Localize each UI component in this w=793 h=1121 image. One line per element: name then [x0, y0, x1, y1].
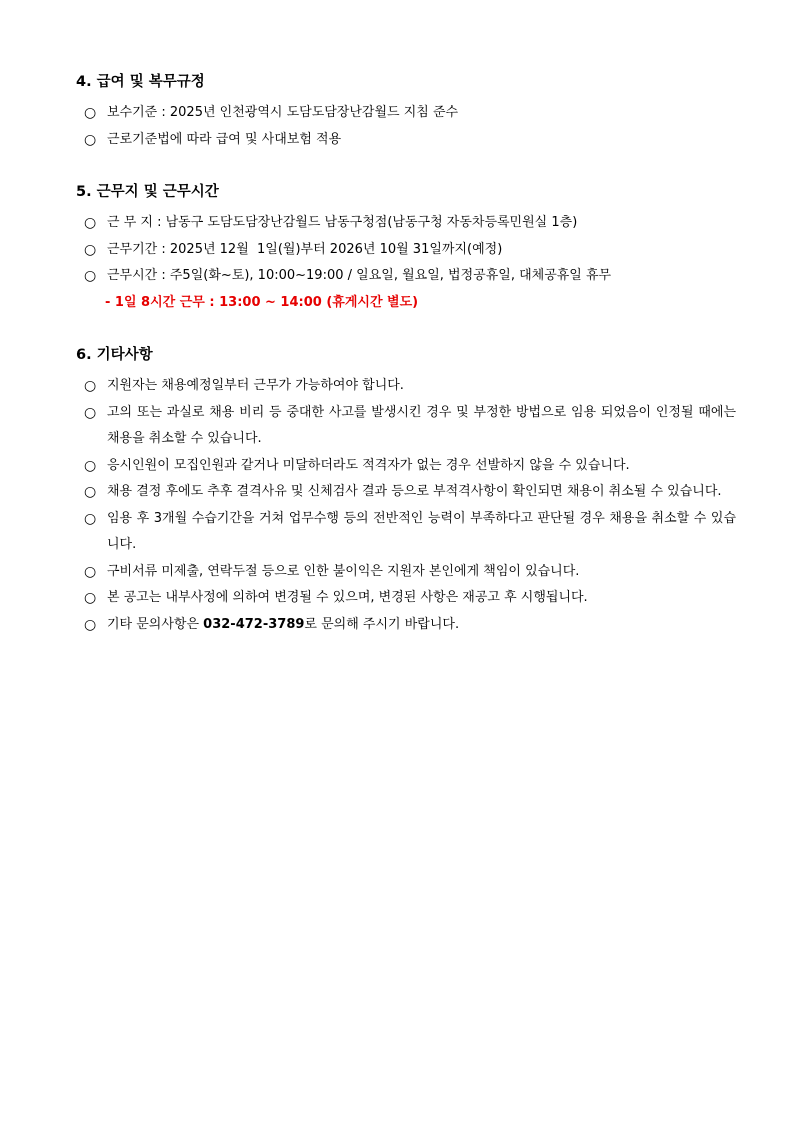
item-text: 근무시간 : 주5일(화~토), 10:00~19:00 / 일요일, 월요일, 법정공휴일, 대체공휴일 휴무 [107, 268, 612, 283]
contact-phone: 032-472-3789 [203, 616, 305, 632]
circle-bullet-icon: ○ [84, 378, 97, 394]
item-text: 근무기간 : 2025년 12월 1일(월)부터 2026년 10월 31일까지(예정) [107, 241, 503, 257]
item-text: 구비서류 미제출, 연락두절 등으로 인한 불이익은 지원자 본인에게 책임이 있습니다. [107, 563, 580, 579]
item-list [76, 210, 736, 290]
list-item [76, 453, 736, 480]
item-list [76, 100, 736, 153]
list-item [76, 400, 736, 453]
list-item [76, 479, 736, 506]
list-item [76, 263, 736, 290]
section-title: 5. 근무지 및 근무시간 [76, 184, 219, 200]
list-item [76, 237, 736, 264]
section-salary [76, 72, 736, 153]
item-text: 임용 후 3개월 수습기간을 거쳐 업무수행 등의 전반적인 능력이 부족하다고 판단될 경우 채용을 취소할 수 있습니다. [107, 510, 736, 552]
section-title: 4. 급여 및 복무규정 [76, 74, 205, 90]
item-text: 본 공고는 내부사정에 의하여 변경될 수 있으며, 변경된 사항은 재공고 후 시행됩니다. [107, 590, 588, 605]
circle-bullet-icon: ○ [84, 510, 97, 527]
circle-bullet-icon: ○ [84, 590, 97, 606]
item-text: 근 무 지 : 남동구 도담도담장난감월드 남동구청점(남동구청 자동차등록민원실 1층) [107, 215, 578, 230]
circle-bullet-icon: ○ [84, 215, 97, 231]
list-item [76, 127, 736, 154]
circle-bullet-icon: ○ [84, 241, 97, 258]
circle-bullet-icon: ○ [84, 457, 97, 474]
item-text: 지원자는 채용예정일부터 근무가 가능하여야 합니다. [107, 378, 404, 393]
circle-bullet-icon: ○ [84, 268, 97, 284]
item-text: 응시인원이 모집인원과 같거나 미달하더라도 적격자가 없는 경우 선발하지 않을 수 있습니다. [107, 457, 630, 473]
list-item [76, 210, 736, 237]
item-text: 채용 결정 후에도 추후 결격사유 및 신체검사 결과 등으로 부적격사항이 확인되면 채용이 취소될 수 있습니다. [107, 484, 722, 499]
item-list [76, 373, 736, 638]
circle-bullet-icon: ○ [84, 563, 97, 580]
list-item [76, 373, 736, 400]
circle-bullet-icon: ○ [84, 131, 97, 148]
item-text: 고의 또는 과실로 채용 비리 등 중대한 사고를 발생시킨 경우 및 부정한 방법으로 임용 되었음이 인정될 때에는 채용을 취소할 수 있습니다. [107, 404, 736, 446]
circle-bullet-icon: ○ [84, 484, 97, 500]
section-title: 6. 기타사항 [76, 347, 153, 363]
circle-bullet-icon: ○ [84, 616, 97, 633]
section-other [76, 345, 736, 638]
contact-suffix: 로 문의해 주시기 바랍니다. [304, 616, 460, 632]
list-item [76, 100, 736, 127]
list-item [76, 506, 736, 559]
circle-bullet-icon: ○ [84, 404, 97, 421]
list-item [76, 612, 736, 639]
section-workplace [76, 182, 736, 316]
circle-bullet-icon: ○ [84, 105, 97, 121]
contact-prefix: 기타 문의사항은 [107, 616, 204, 632]
list-item [76, 559, 736, 586]
list-item [76, 585, 736, 612]
work-hours-note: - 1일 8시간 근무 : 13:00 ~ 14:00 (휴게시간 별도) [105, 294, 419, 310]
item-text: 근로기준법에 따라 급여 및 사대보험 적용 [107, 131, 342, 147]
item-text: 보수기준 : 2025년 인천광역시 도담도담장난감월드 지침 준수 [107, 105, 459, 120]
